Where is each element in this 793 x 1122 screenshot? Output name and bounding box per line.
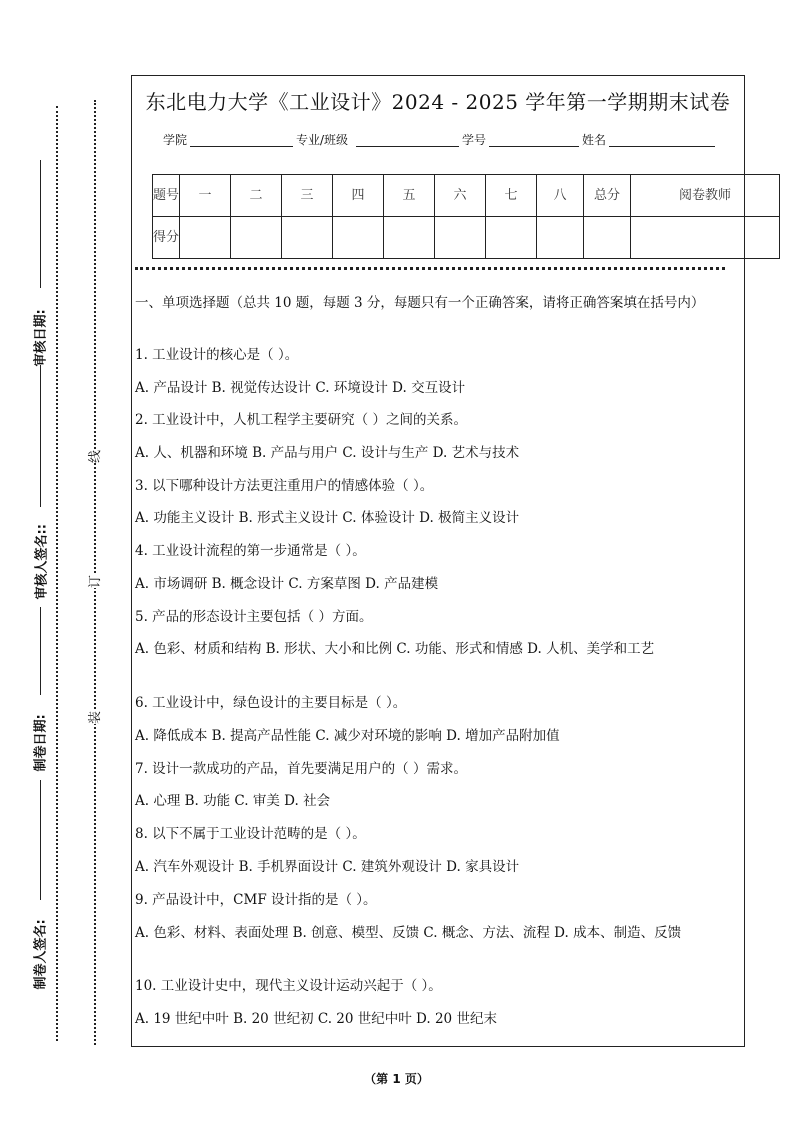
question-3: 3. 以下哪种设计方法更注重用户的情感体验（ ）。: [135, 478, 434, 494]
name-label: 姓名: [582, 133, 607, 147]
question-5: 5. 产品的形态设计主要包括（ ）方面。: [135, 609, 373, 625]
options-2: A. 人、机器和环境 B. 产品与用户 C. 设计与生产 D. 艺术与技术: [135, 445, 520, 461]
score-cell[interactable]: [333, 217, 384, 259]
question-1: 1. 工业设计的核心是（ ）。: [135, 347, 299, 363]
score-cell[interactable]: [384, 217, 435, 259]
col-header: 二: [231, 175, 282, 217]
question-10: 10. 工业设计史中，现代主义设计运动兴起于（ ）。: [135, 978, 442, 994]
question-4: 4. 工业设计流程的第一步通常是（ ）。: [135, 543, 366, 559]
score-cell[interactable]: [282, 217, 333, 259]
score-cell[interactable]: [537, 217, 584, 259]
question-7: 7. 设计一款成功的产品，首先要满足用户的（ ）需求。: [135, 761, 467, 777]
col-header-grader: 阅卷教师: [631, 175, 780, 217]
binding-line-char: 线: [84, 450, 103, 463]
binding-ding-char: 订: [84, 575, 103, 588]
options-6: A. 降低成本 B. 提高产品性能 C. 减少对环境的影响 D. 增加产品附加值: [135, 728, 560, 744]
student-id-label: 学号: [462, 133, 487, 147]
question-2: 2. 工业设计中，人机工程学主要研究（ ）之间的关系。: [135, 412, 467, 428]
inner-dotted-line: [94, 100, 96, 1045]
col-header: 五: [384, 175, 435, 217]
score-cell-grader[interactable]: [631, 217, 780, 259]
score-cell[interactable]: [435, 217, 486, 259]
page-number: （第 1 页）: [364, 1072, 429, 1086]
col-header: 八: [537, 175, 584, 217]
col-header: 三: [282, 175, 333, 217]
reviewer-date-label: 审核日期:: [33, 309, 49, 367]
score-table: [152, 174, 780, 259]
score-cell[interactable]: [231, 217, 282, 259]
separator-dotted: [135, 267, 725, 270]
outer-dotted-line: [56, 106, 58, 1041]
student-id-field[interactable]: [489, 146, 579, 147]
score-cell[interactable]: [486, 217, 537, 259]
row-label-defen: 得分: [153, 217, 180, 259]
section-title: 一、单项选择题（总共 10 题，每题 3 分，每题只有一个正确答案，请将正确答案填在括号内）: [135, 295, 705, 311]
options-9: A. 色彩、材料、表面处理 B. 创意、模型、反馈 C. 概念、方法、流程 D. 成本、制造、反馈: [135, 925, 682, 941]
question-8: 8. 以下不属于工业设计范畴的是（ ）。: [135, 826, 366, 842]
col-header: 一: [180, 175, 231, 217]
reviewer-date-line: [40, 160, 41, 288]
col-header-total: 总分: [584, 175, 631, 217]
options-1: A. 产品设计 B. 视觉传达设计 C. 环境设计 D. 交互设计: [135, 380, 466, 396]
maker-sign-line: [40, 780, 41, 900]
reviewer-sign-label: 审核人签名::: [34, 524, 50, 600]
maker-date-line: [40, 607, 41, 695]
score-cell[interactable]: [180, 217, 231, 259]
score-cell-total[interactable]: [584, 217, 631, 259]
question-6: 6. 工业设计中，绿色设计的主要目标是（ ）。: [135, 695, 407, 711]
name-field[interactable]: [609, 146, 715, 147]
question-9: 9. 产品设计中，CMF 设计指的是（ ）。: [135, 892, 377, 908]
college-field[interactable]: [190, 146, 293, 147]
reviewer-sign-line: [40, 365, 41, 507]
options-10: A. 19 世纪中叶 B. 20 世纪初 C. 20 世纪中叶 D. 20 世纪末: [135, 1011, 497, 1027]
exam-title: 东北电力大学《工业设计》2024 - 2025 学年第一学期期末试卷: [145, 90, 731, 114]
options-4: A. 市场调研 B. 概念设计 C. 方案草图 D. 产品建模: [135, 576, 439, 592]
options-8: A. 汽车外观设计 B. 手机界面设计 C. 建筑外观设计 D. 家具设计: [135, 859, 520, 875]
row-label-tihao: 题号: [153, 175, 180, 217]
options-7: A. 心理 B. 功能 C. 审美 D. 社会: [135, 793, 331, 809]
major-label: 专业/班级: [296, 133, 349, 147]
college-label: 学院: [163, 133, 188, 147]
options-5: A. 色彩、材质和结构 B. 形状、大小和比例 C. 功能、形式和情感 D. 人机、美学和工艺: [135, 641, 655, 657]
maker-date-label: 制卷日期:: [33, 714, 49, 772]
col-header: 七: [486, 175, 537, 217]
major-field[interactable]: [356, 146, 459, 147]
options-3: A. 功能主义设计 B. 形式主义设计 C. 体验设计 D. 极简主义设计: [135, 510, 520, 526]
col-header: 六: [435, 175, 486, 217]
maker-sign-label: 制卷人签名:: [33, 919, 49, 990]
col-header: 四: [333, 175, 384, 217]
binding-zhuang-char: 装: [84, 711, 103, 724]
